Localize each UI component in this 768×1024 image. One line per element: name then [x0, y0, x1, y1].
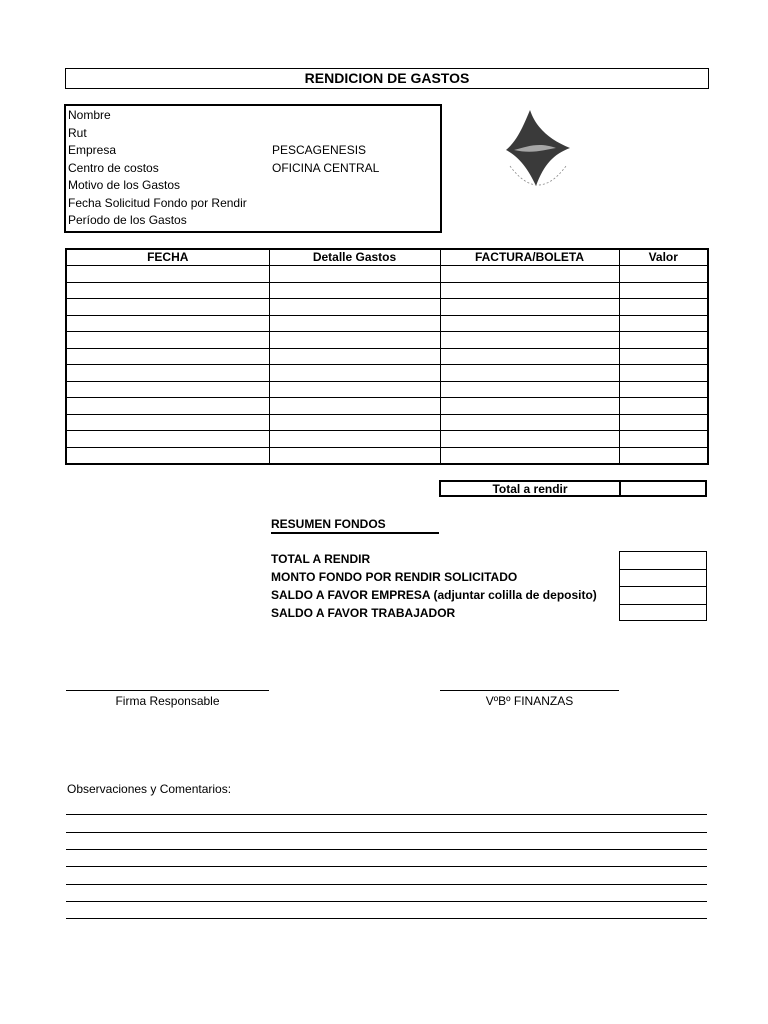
expenses-table	[65, 248, 709, 465]
cell-fecha[interactable]	[66, 431, 269, 448]
cell-fecha[interactable]	[66, 315, 269, 332]
cell-detalle[interactable]	[269, 282, 440, 299]
cell-factura[interactable]	[440, 282, 619, 299]
table-row	[66, 348, 708, 365]
info-label-centro-costos: Centro de costos	[68, 160, 159, 175]
info-label-periodo: Período de los Gastos	[68, 213, 187, 227]
cell-factura[interactable]	[440, 398, 619, 415]
cell-fecha[interactable]	[66, 365, 269, 382]
cell-valor[interactable]	[619, 282, 708, 299]
resumen-monto-fondo: MONTO FONDO POR RENDIR SOLICITADO	[271, 570, 518, 584]
resumen-saldo-trabajador: SALDO A FAVOR TRABAJADOR	[271, 606, 456, 620]
info-label-nombre: Nombre	[68, 108, 111, 122]
resumen-value-monto[interactable]	[620, 570, 706, 588]
resumen-value-saldo-empresa[interactable]	[620, 587, 706, 605]
cell-valor[interactable]	[619, 398, 708, 415]
header-factura-boleta: FACTURA/BOLETA	[440, 249, 619, 266]
cell-detalle[interactable]	[269, 348, 440, 365]
cell-factura[interactable]	[440, 365, 619, 382]
cell-factura[interactable]	[440, 431, 619, 448]
cell-fecha[interactable]	[66, 381, 269, 398]
cell-factura[interactable]	[440, 414, 619, 431]
cell-detalle[interactable]	[269, 266, 440, 283]
employee-info-box	[64, 104, 442, 233]
cell-detalle[interactable]	[269, 332, 440, 349]
cell-valor[interactable]	[619, 381, 708, 398]
cell-valor[interactable]	[619, 299, 708, 316]
info-value-centro-costos[interactable]: OFICINA CENTRAL	[272, 160, 380, 175]
table-row	[66, 299, 708, 316]
cell-factura[interactable]	[440, 447, 619, 464]
observaciones-line[interactable]	[66, 849, 707, 850]
cell-detalle[interactable]	[269, 431, 440, 448]
cell-fecha[interactable]	[66, 332, 269, 349]
info-value-empresa[interactable]: PESCAGENESIS	[272, 143, 367, 157]
header-detalle-gastos: Detalle Gastos	[269, 249, 440, 266]
resumen-total-a-rendir: TOTAL A RENDIR	[271, 552, 371, 566]
cell-detalle[interactable]	[269, 365, 440, 382]
cell-valor[interactable]	[619, 365, 708, 382]
cell-detalle[interactable]	[269, 299, 440, 316]
table-row	[66, 365, 708, 382]
cell-valor[interactable]	[619, 332, 708, 349]
cell-factura[interactable]	[440, 299, 619, 316]
observaciones-line[interactable]	[66, 814, 707, 815]
cell-fecha[interactable]	[66, 414, 269, 431]
cell-detalle[interactable]	[269, 381, 440, 398]
resumen-fondos-title: RESUMEN FONDOS	[271, 516, 439, 534]
info-label-motivo: Motivo de los Gastos	[68, 178, 181, 192]
cell-factura[interactable]	[440, 381, 619, 398]
form-title: RENDICION DE GASTOS	[65, 68, 709, 89]
header-fecha: FECHA	[66, 249, 269, 266]
cell-valor[interactable]	[619, 348, 708, 365]
cell-factura[interactable]	[440, 315, 619, 332]
cell-valor[interactable]	[619, 266, 708, 283]
info-label-empresa: Empresa	[68, 143, 117, 157]
cell-valor[interactable]	[619, 315, 708, 332]
observaciones-line[interactable]	[66, 884, 707, 885]
observaciones-title: Observaciones y Comentarios:	[67, 782, 232, 796]
cell-fecha[interactable]	[66, 282, 269, 299]
table-row	[66, 282, 708, 299]
info-label-rut: Rut	[68, 125, 87, 140]
observaciones-line[interactable]	[66, 901, 707, 902]
table-row	[66, 266, 708, 283]
cell-detalle[interactable]	[269, 447, 440, 464]
resumen-value-total[interactable]	[620, 552, 706, 570]
observaciones-line[interactable]	[66, 866, 707, 867]
cell-factura[interactable]	[440, 266, 619, 283]
resumen-saldo-empresa: SALDO A FAVOR EMPRESA (adjuntar colilla de deposito)	[271, 588, 597, 602]
info-label-fecha-solicitud: Fecha Solicitud Fondo por Rendir	[68, 195, 247, 210]
total-a-rendir-value[interactable]	[623, 482, 707, 495]
company-logo-icon	[500, 106, 576, 196]
table-row	[66, 332, 708, 349]
cell-fecha[interactable]	[66, 299, 269, 316]
resumen-values-box	[619, 551, 707, 621]
cell-factura[interactable]	[440, 348, 619, 365]
expenses-header-row	[66, 249, 708, 266]
signature-line-responsable[interactable]	[66, 690, 269, 691]
cell-detalle[interactable]	[269, 315, 440, 332]
cell-valor[interactable]	[619, 447, 708, 464]
cell-fecha[interactable]	[66, 447, 269, 464]
table-row	[66, 431, 708, 448]
header-valor: Valor	[619, 249, 708, 266]
cell-detalle[interactable]	[269, 398, 440, 415]
observaciones-line[interactable]	[66, 918, 707, 919]
table-row	[66, 315, 708, 332]
signature-label-responsable: Firma Responsable	[115, 694, 220, 708]
signature-label-finanzas: VºBº FINANZAS	[485, 694, 574, 708]
table-row	[66, 381, 708, 398]
cell-valor[interactable]	[619, 414, 708, 431]
total-a-rendir-label: Total a rendir	[441, 482, 621, 495]
cell-fecha[interactable]	[66, 348, 269, 365]
cell-fecha[interactable]	[66, 398, 269, 415]
cell-valor[interactable]	[619, 431, 708, 448]
cell-factura[interactable]	[440, 332, 619, 349]
cell-detalle[interactable]	[269, 414, 440, 431]
observaciones-line[interactable]	[66, 832, 707, 833]
table-row	[66, 398, 708, 415]
cell-fecha[interactable]	[66, 266, 269, 283]
table-row	[66, 414, 708, 431]
table-row	[66, 447, 708, 464]
resumen-value-saldo-trabajador[interactable]	[620, 605, 706, 623]
signature-line-finanzas[interactable]	[440, 690, 619, 691]
total-a-rendir-box	[439, 480, 707, 497]
